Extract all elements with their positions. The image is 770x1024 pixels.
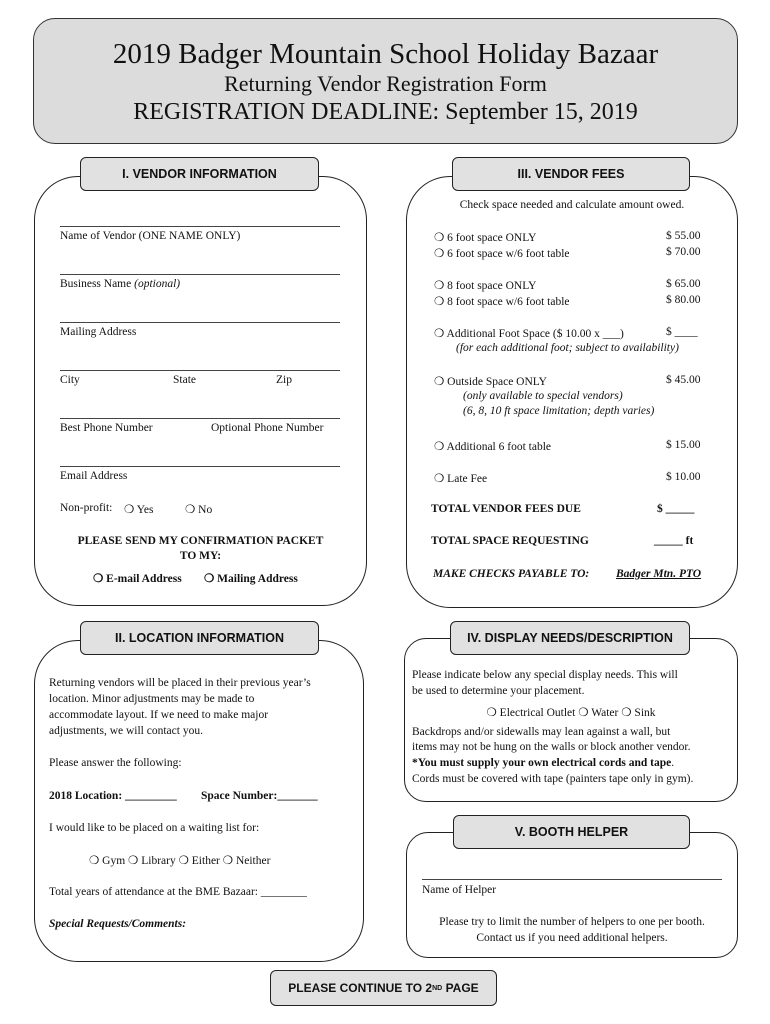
fee-item-6ft-table-price: $ 70.00 bbox=[666, 246, 701, 258]
fee-item-8ft-table-label[interactable]: ❍ 8 foot space w/6 foot table bbox=[434, 296, 570, 308]
total-space-value[interactable]: _____ ft bbox=[654, 535, 694, 547]
phone2-label: Optional Phone Number bbox=[211, 422, 324, 434]
outside-space-note-2: (6, 8, 10 ft space limitation; depth varies) bbox=[463, 405, 655, 417]
vendor-name-label: Name of Vendor (ONE NAME ONLY) bbox=[60, 230, 241, 242]
additional-foot-label[interactable]: ❍ Additional Foot Space ($ 10.00 x ___) bbox=[434, 328, 624, 340]
fee-item-8ft-label[interactable]: ❍ 8 foot space ONLY bbox=[434, 280, 537, 292]
total-fees-label: TOTAL VENDOR FEES DUE bbox=[431, 503, 581, 515]
business-optional-text: (optional) bbox=[134, 278, 181, 290]
fee-item-6ft-table-label[interactable]: ❍ 6 foot space w/6 foot table bbox=[434, 248, 570, 260]
display-text-5 bbox=[412, 757, 674, 769]
helper-note-1: Please try to limit the number of helpers to one per booth. bbox=[439, 916, 705, 928]
nonprofit-yes-option[interactable]: ❍ Yes bbox=[124, 504, 154, 516]
confirmation-line-1: PLEASE SEND MY CONFIRMATION PACKET bbox=[77, 535, 324, 547]
nonprofit-label: Non-profit: bbox=[60, 502, 113, 514]
waiting-list-options[interactable]: ❍ Gym ❍ Library ❍ Either ❍ Neither bbox=[89, 855, 271, 867]
location-heading: II. LOCATION INFORMATION bbox=[80, 621, 319, 655]
continue-banner bbox=[270, 970, 497, 1006]
location-text-2: location. Minor adjustments may be made to bbox=[49, 693, 255, 705]
outside-space-price: $ 45.00 bbox=[666, 374, 701, 386]
phone-label: Best Phone Number bbox=[60, 422, 153, 434]
registration-deadline: REGISTRATION DEADLINE: September 15, 2019 bbox=[133, 99, 638, 125]
fees-intro: Check space needed and calculate amount owed. bbox=[459, 199, 685, 211]
fee-item-8ft-price: $ 65.00 bbox=[666, 278, 701, 290]
vendor-info-heading: I. VENDOR INFORMATION bbox=[80, 157, 319, 191]
business-name-line[interactable] bbox=[60, 274, 340, 275]
nonprofit-no-option[interactable]: ❍ No bbox=[185, 504, 213, 516]
additional-foot-note: (for each additional foot; subject to availability) bbox=[456, 342, 679, 354]
vendor-name-line[interactable] bbox=[60, 226, 340, 227]
outside-space-label[interactable]: ❍ Outside Space ONLY bbox=[434, 376, 547, 388]
continue-suffix: PAGE bbox=[442, 981, 479, 995]
email-label: Email Address bbox=[60, 470, 128, 482]
helper-name-label: Name of Helper bbox=[422, 884, 497, 896]
form-title: 2019 Badger Mountain School Holiday Bazaar bbox=[112, 38, 659, 70]
fee-item-6ft-price: $ 55.00 bbox=[666, 230, 701, 242]
confirm-mailing-option[interactable]: ❍ Mailing Address bbox=[204, 573, 298, 585]
helper-name-line[interactable] bbox=[422, 879, 722, 880]
additional-table-price: $ 15.00 bbox=[666, 439, 701, 451]
display-text-3: Backdrops and/or sidewalls may lean against a wall, but bbox=[412, 726, 671, 738]
city-label: City bbox=[60, 374, 80, 386]
payable-to: Badger Mtn. PTO bbox=[616, 568, 702, 580]
late-fee-label[interactable]: ❍ Late Fee bbox=[434, 473, 488, 485]
cords-warning-end: . bbox=[671, 757, 675, 769]
confirmation-line-2: TO MY: bbox=[179, 550, 222, 562]
cords-warning: *You must supply your own electrical cords and tape bbox=[412, 757, 672, 769]
outside-space-note-1: (only available to special vendors) bbox=[463, 390, 623, 402]
form-header bbox=[33, 18, 738, 144]
total-space-label: TOTAL SPACE REQUESTING bbox=[431, 535, 589, 547]
vendor-fees-heading: III. VENDOR FEES bbox=[452, 157, 690, 191]
display-text-1: Please indicate below any special display needs. This will bbox=[412, 669, 678, 681]
payable-label: MAKE CHECKS PAYABLE TO: bbox=[433, 568, 590, 580]
email-line[interactable] bbox=[60, 466, 340, 467]
display-text-6: Cords must be covered with tape (painters tape only in gym). bbox=[412, 773, 694, 785]
business-name-text: Business Name bbox=[60, 278, 135, 290]
space-number-field[interactable]: Space Number:_______ bbox=[201, 790, 318, 802]
phone-line[interactable] bbox=[60, 418, 340, 419]
fee-item-6ft-label[interactable]: ❍ 6 foot space ONLY bbox=[434, 232, 537, 244]
location-text-1: Returning vendors will be placed in their previous year’s bbox=[49, 677, 311, 689]
special-requests-label: Special Requests/Comments: bbox=[49, 918, 187, 930]
continue-sup: ND bbox=[432, 984, 443, 992]
booth-helper-heading: V. BOOTH HELPER bbox=[453, 815, 690, 849]
display-needs-heading: IV. DISPLAY NEEDS/DESCRIPTION bbox=[450, 621, 690, 655]
confirm-email-option[interactable]: ❍ E-mail Address bbox=[93, 573, 182, 585]
helper-note-2: Contact us if you need additional helpers. bbox=[476, 932, 668, 944]
additional-table-label[interactable]: ❍ Additional 6 foot table bbox=[434, 441, 551, 453]
city-line[interactable] bbox=[60, 370, 340, 371]
total-fees-value[interactable]: $ _____ bbox=[657, 503, 695, 515]
display-text-4: items may not be hung on the walls or block another vendor. bbox=[412, 741, 691, 753]
location-2018-field[interactable]: 2018 Location: _________ bbox=[49, 790, 177, 802]
continue-prefix: PLEASE CONTINUE TO 2 bbox=[288, 981, 433, 995]
mailing-address-label: Mailing Address bbox=[60, 326, 137, 338]
late-fee-price: $ 10.00 bbox=[666, 471, 701, 483]
answer-prompt: Please answer the following: bbox=[49, 757, 182, 769]
state-label: State bbox=[173, 374, 196, 386]
display-text-2: be used to determine your placement. bbox=[412, 685, 585, 697]
mailing-address-line[interactable] bbox=[60, 322, 340, 323]
additional-foot-price: $ ____ bbox=[666, 326, 698, 338]
location-text-3: accommodate layout. If we need to make major bbox=[49, 709, 269, 721]
business-name-label bbox=[60, 278, 180, 290]
years-attendance-field[interactable]: Total years of attendance at the BME Bazaar: ________ bbox=[49, 886, 307, 898]
display-options[interactable]: ❍ Electrical Outlet ❍ Water ❍ Sink bbox=[486, 707, 656, 719]
waiting-list-prompt: I would like to be placed on a waiting list for: bbox=[49, 822, 260, 834]
form-subtitle: Returning Vendor Registration Form bbox=[224, 71, 547, 96]
zip-label: Zip bbox=[276, 374, 292, 386]
fee-item-8ft-table-price: $ 80.00 bbox=[666, 294, 701, 306]
location-text-4: adjustments, we will contact you. bbox=[49, 725, 203, 737]
